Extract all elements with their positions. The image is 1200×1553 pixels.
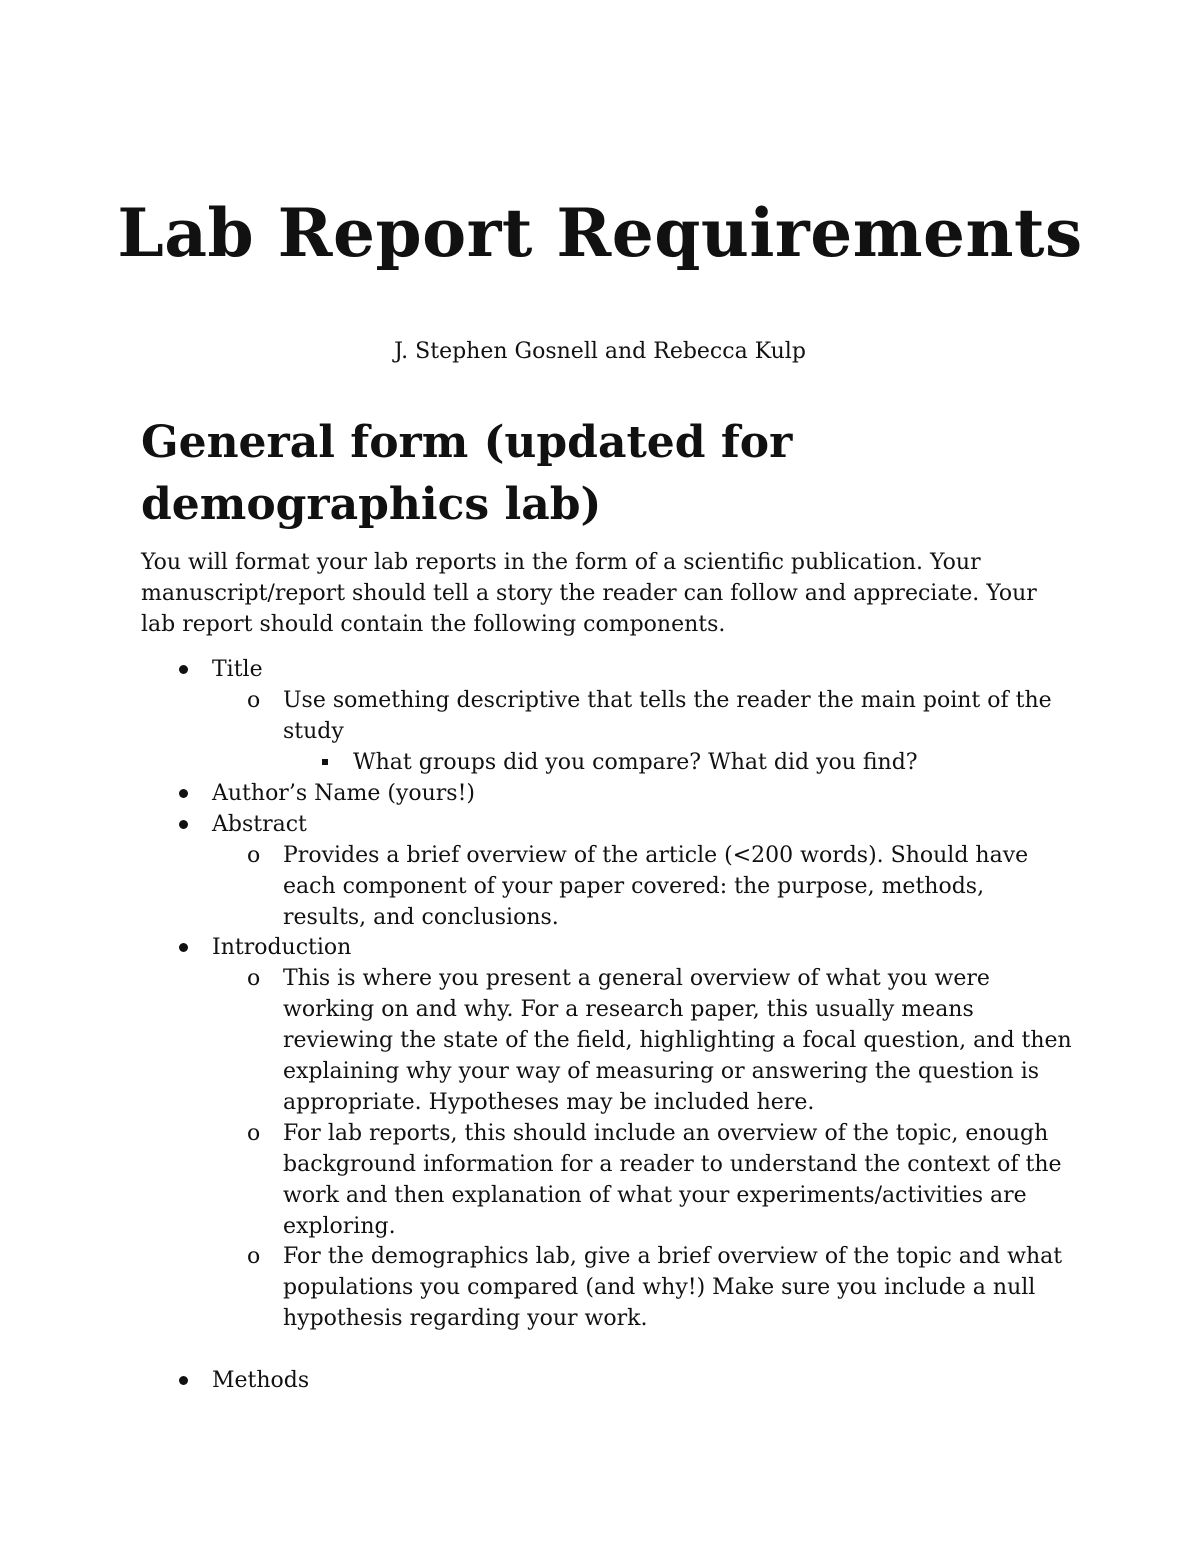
square-bullet-icon (322, 759, 328, 765)
list-item-intro-sub-1: This is where you present a general overview of what you were working on and why. For a research paper, this usually means reviewing the state of the field, highlighting a focal question, and then explaining why your way of measuring or answering the question is appropriate. Hypotheses may be included here. (283, 966, 1072, 1115)
list-item-title-sub-sub: What groups did you compare? What did you find? (353, 750, 918, 775)
list-item-introduction: Introduction (212, 935, 352, 960)
intro-paragraph: You will format your lab reports in the form of a scientific publication. Your manuscript/report should tell a story the reader can follow and appreciate. Your lab report should contain the following components. (141, 550, 1037, 637)
list-item-intro-sub-3: For the demographics lab, give a brief overview of the topic and what populations you compared (and why!) Make sure you include a null hypothesis regarding your work. (283, 1244, 1063, 1331)
list-item-title: Title (212, 657, 263, 682)
sub-bullet-marker: o (247, 1244, 261, 1269)
document-authors: J. Stephen Gosnell and Rebecca Kulp (394, 339, 806, 364)
list-item-abstract: Abstract (212, 812, 307, 837)
section-heading: General form (updated for demographics lab) (141, 417, 793, 530)
bullet-dot-icon (179, 789, 188, 798)
list-item-methods: Methods (212, 1368, 310, 1393)
bullet-dot-icon (179, 1376, 188, 1385)
bullet-dot-icon (179, 665, 188, 674)
sub-bullet-marker: o (247, 1121, 261, 1146)
sub-bullet-marker: o (247, 843, 261, 868)
document-title: Lab Report Requirements (117, 194, 1083, 272)
list-item-author: Author’s Name (yours!) (212, 781, 476, 806)
bullet-dot-icon (179, 820, 188, 829)
list-item-title-sub: Use something descriptive that tells the reader the main point of the study (283, 688, 1052, 744)
list-item-abstract-sub: Provides a brief overview of the article (<200 words). Should have each component of your paper covered: the purpose, methods, results, and conclusions. (283, 843, 1029, 930)
list-item-intro-sub-2: For lab reports, this should include an overview of the topic, enough background information for a reader to understand the context of the work and then explanation of what your experiments/activities are exploring. (283, 1121, 1062, 1239)
sub-bullet-marker: o (247, 688, 261, 713)
sub-bullet-marker: o (247, 966, 261, 991)
bullet-dot-icon (179, 943, 188, 952)
